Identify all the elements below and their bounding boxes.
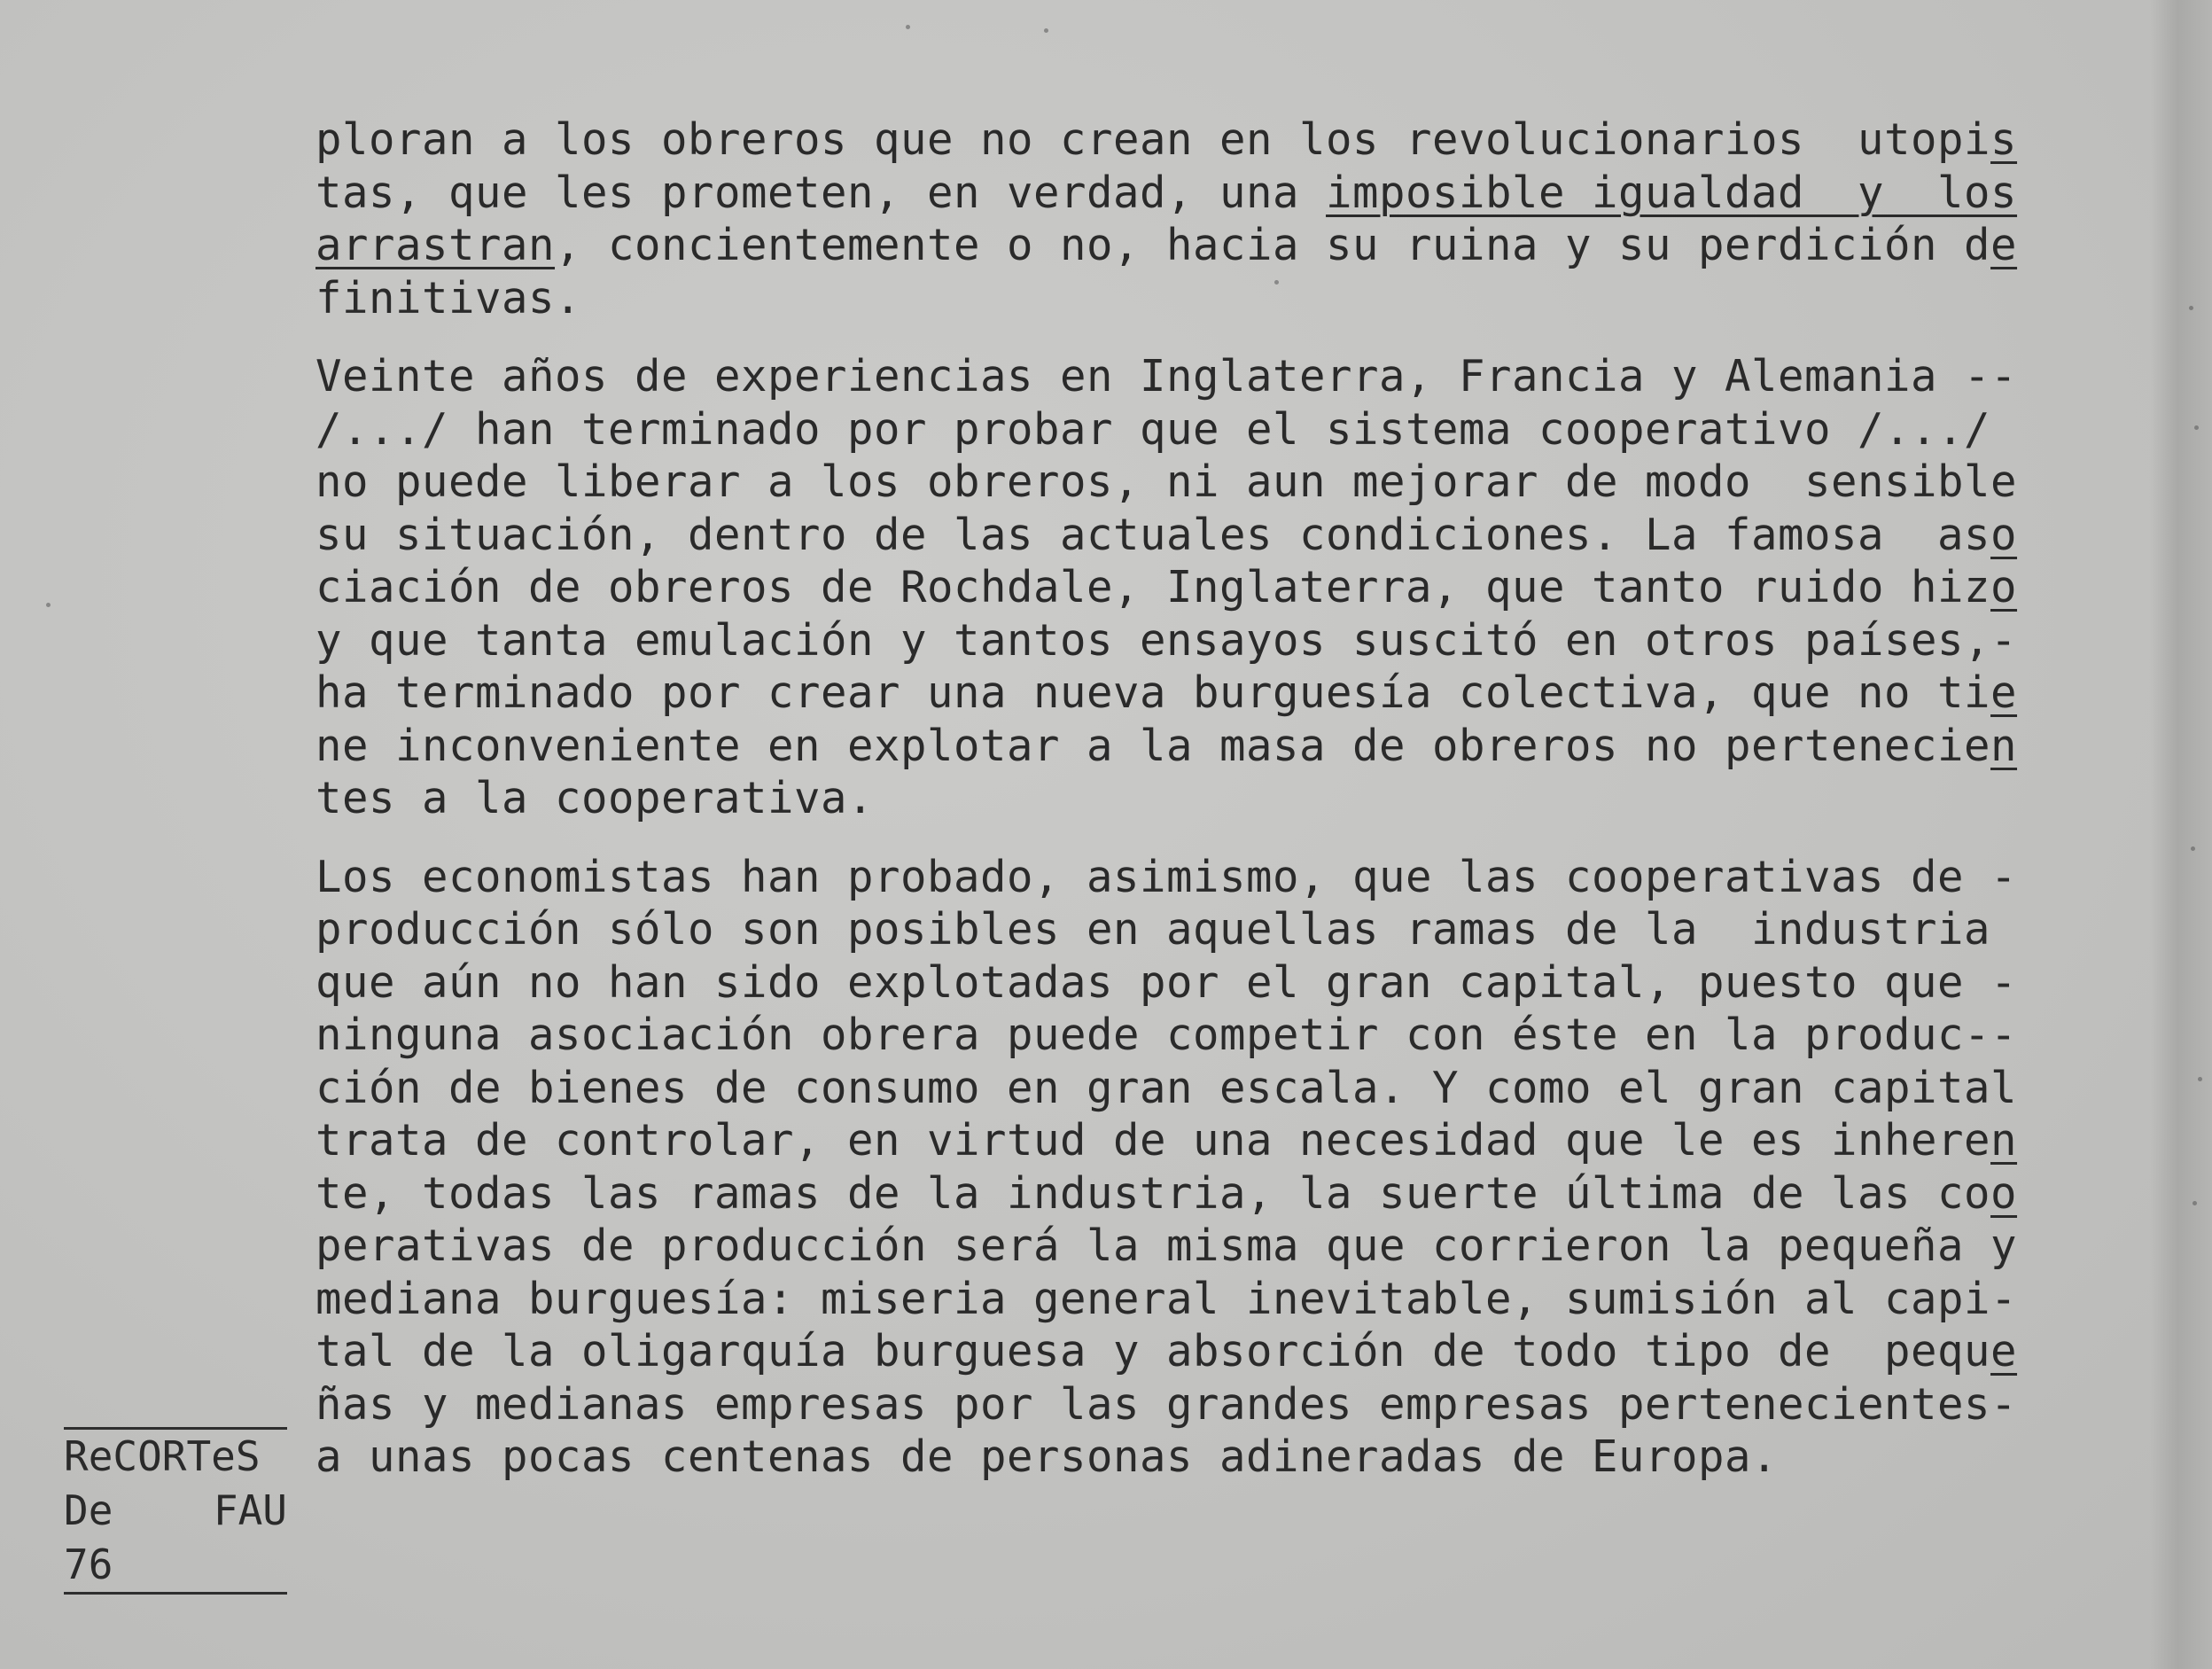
underlined-text: n	[1990, 1115, 2018, 1166]
text-line	[315, 1325, 2088, 1378]
text-segment: tas, que les prometen, en verdad, una	[315, 167, 1327, 218]
text-line	[315, 1431, 2088, 1484]
footer-line-3	[64, 1538, 287, 1592]
underlined-text: e	[1990, 1326, 2018, 1377]
text-line	[315, 561, 2088, 614]
text-segment: Veinte años de experiencias en Inglaterra, Francia y Alemania --	[315, 351, 2018, 402]
text-segment: a unas pocas centenas de personas adineradas de Europa.	[315, 1431, 1779, 1482]
underlined-text: e	[1990, 667, 2018, 718]
footer-title: ReCORTeS	[64, 1432, 261, 1480]
footer-line-1	[64, 1430, 287, 1484]
text-line	[315, 272, 2088, 325]
text-line	[315, 1114, 2088, 1167]
paragraph	[315, 350, 2088, 825]
text-segment: no puede liberar a los obreros, ni aun mejorar de modo sensible	[315, 456, 2018, 507]
underlined-text: o	[1990, 509, 2018, 560]
text-line	[315, 903, 2088, 956]
text-segment: mediana burguesía: miseria general inevitable, sumisión al capi-	[315, 1273, 2018, 1324]
underlined-text: e	[1990, 220, 2018, 270]
text-line	[315, 1167, 2088, 1221]
text-segment: ploran a los obreros que no crean en los revolucionarios utopi	[315, 114, 1991, 165]
text-segment: ninguna asociación obrera puede competir con éste en la produc--	[315, 1010, 2018, 1060]
text-line	[315, 350, 2088, 403]
text-line	[315, 1062, 2088, 1115]
text-segment: que aún no han sido explotadas por el gran capital, puesto que -	[315, 956, 2018, 1008]
underlined-text: n	[1990, 720, 2018, 771]
underlined-text: s	[1990, 114, 2018, 165]
text-line	[315, 956, 2088, 1010]
text-line	[315, 772, 2088, 825]
text-line	[315, 1273, 2088, 1326]
text-line	[315, 720, 2088, 773]
text-line	[315, 667, 2088, 720]
text-segment: trata de controlar, en virtud de una necesidad que le es inhere	[315, 1115, 1991, 1166]
body-text	[315, 113, 2088, 1509]
text-line	[315, 456, 2088, 509]
paragraph	[315, 113, 2088, 324]
text-segment: su situación, dentro de las actuales condiciones. La famosa as	[315, 509, 1991, 560]
footer-bottom-rule	[64, 1592, 287, 1595]
text-line	[315, 167, 2088, 220]
underlined-text: arrastran	[315, 220, 556, 270]
text-line	[315, 1220, 2088, 1273]
text-segment: tal de la oligarquía burguesa y absorción de todo tipo de pequ	[315, 1326, 1991, 1377]
text-segment: ciación de obreros de Rochdale, Inglaterra, que tanto ruido hiz	[315, 562, 1991, 612]
text-line	[315, 219, 2088, 272]
text-segment: /.../ han terminado por probar que el sistema cooperativo /.../	[315, 403, 1991, 455]
footer-line-2	[64, 1484, 287, 1538]
text-segment: te, todas las ramas de la industria, la suerte última de las co	[315, 1167, 1991, 1219]
underlined-text: imposible igualdad y los	[1326, 167, 2018, 218]
text-segment: tes a la cooperativa.	[315, 773, 875, 823]
page-number: 76	[64, 1540, 113, 1588]
text-segment: y que tanta emulación y tantos ensayos suscitó en otros países,-	[315, 614, 2018, 666]
text-line	[315, 509, 2088, 562]
text-segment: producción sólo son posibles en aquellas ramas de la industria	[315, 904, 1991, 955]
page-edge-shadow	[2150, 0, 2212, 1669]
text-segment: ne inconveniente en explotar a la masa de obreros no pertenecie	[315, 720, 1991, 771]
text-segment: Los economistas han probado, asimismo, que las cooperativas de -	[315, 851, 2018, 902]
text-segment: ción de bienes de consumo en gran escala. Y como el gran capital	[315, 1062, 2018, 1113]
text-segment: ha terminado por crear una nueva burguesía colectiva, que no ti	[315, 667, 1991, 718]
underlined-text: o	[1990, 1167, 2018, 1219]
footer-de: De	[64, 1486, 113, 1534]
underlined-text: o	[1990, 562, 2018, 612]
text-line	[315, 403, 2088, 456]
paragraph	[315, 851, 2088, 1484]
text-segment: perativas de producción será la misma que corrieron la pequeña y	[315, 1221, 2018, 1271]
text-segment: finitivas.	[315, 272, 582, 324]
footer-stamp	[64, 1427, 287, 1595]
text-line	[315, 851, 2088, 904]
text-line	[315, 1009, 2088, 1062]
text-segment: ñas y medianas empresas por las grandes empresas pertenecientes-	[315, 1378, 2018, 1430]
text-segment: , concientemente o no, hacia su ruina y su perdición d	[555, 220, 1991, 270]
footer-fau: FAU	[213, 1486, 287, 1534]
text-line	[315, 1378, 2088, 1431]
text-line	[315, 614, 2088, 667]
text-line	[315, 113, 2088, 167]
